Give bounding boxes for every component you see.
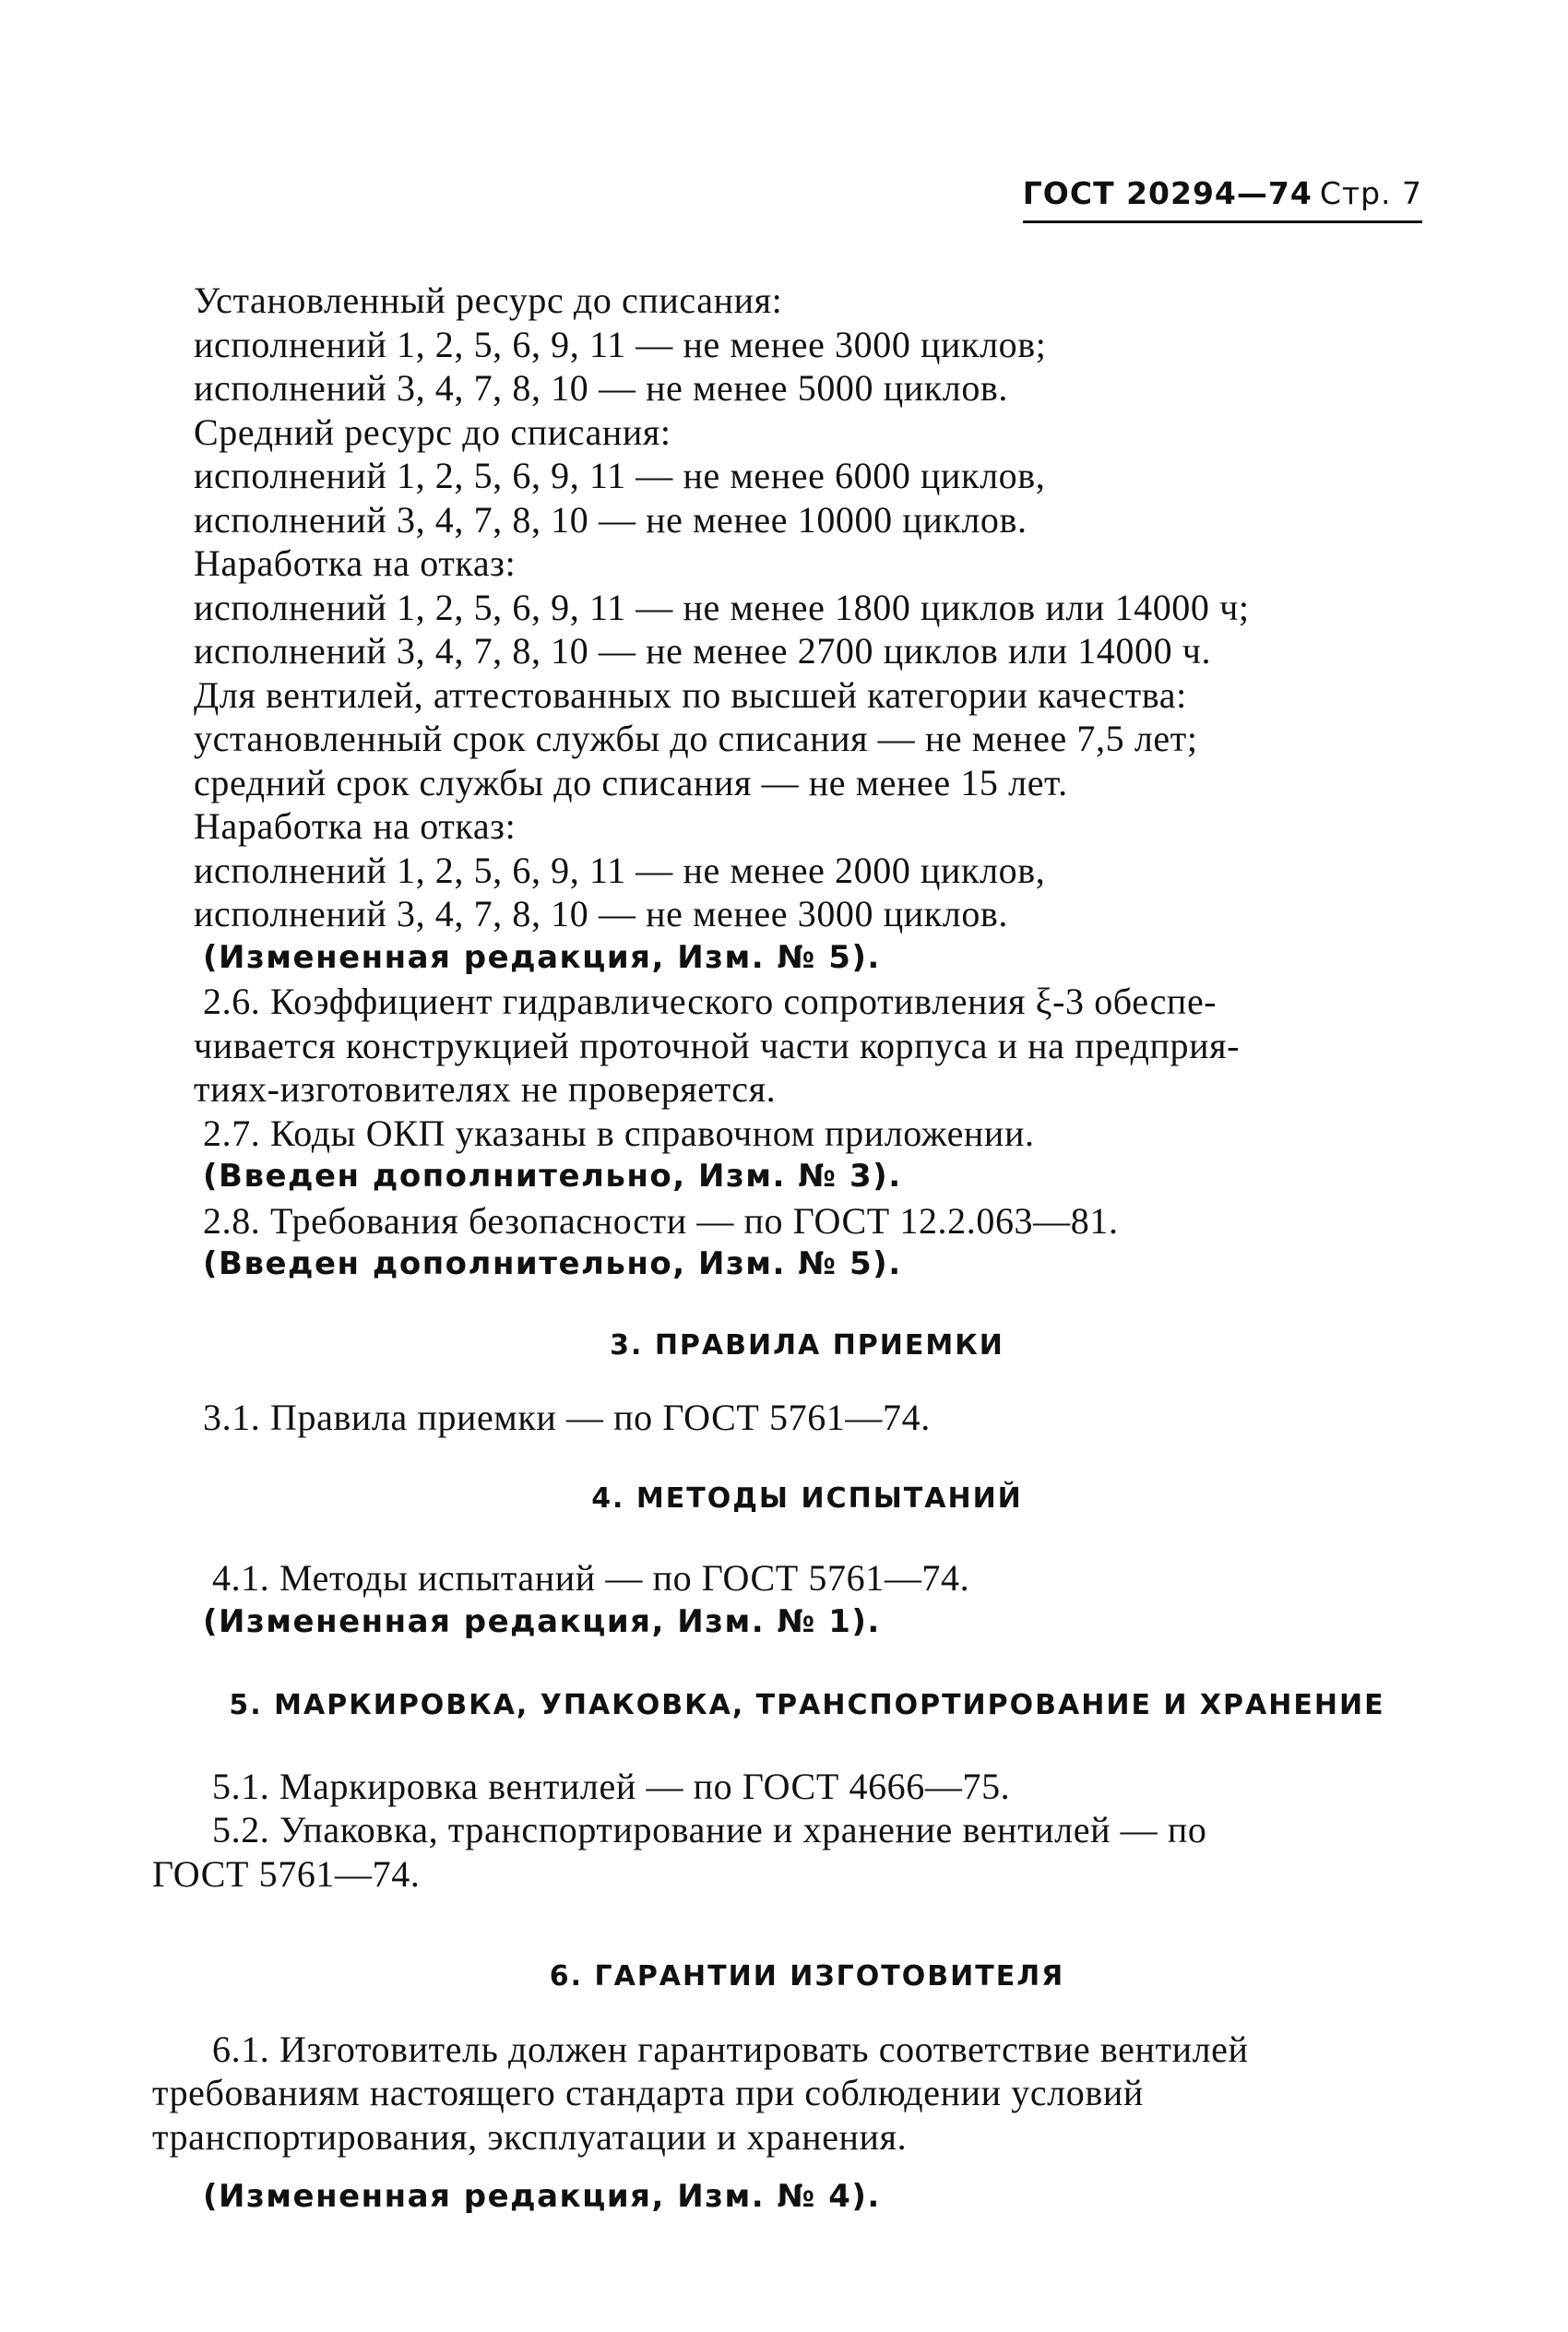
text-line: Средний ресурс до списания: bbox=[194, 410, 671, 453]
text-line: Для вентилей, аттестованных по высшей категории качества: bbox=[194, 673, 1187, 716]
clause-4-1: 4.1. Методы испытаний — по ГОСТ 5761—74. bbox=[212, 1557, 970, 1599]
clause-6-1-line-2: требованиям настоящего стандарта при соблюдении условий bbox=[152, 2072, 1144, 2113]
text-line: исполнений 1, 2, 5, 6, 9, 11 — не менее 1800 циклов или 14000 ч; bbox=[194, 586, 1250, 628]
text-line: установленный срок службы до списания — не менее 7,5 лет; bbox=[194, 718, 1198, 759]
section-6-heading: 6. ГАРАНТИИ ИЗГОТОВИТЕЛЯ bbox=[549, 1960, 1065, 1993]
text-line: исполнений 3, 4, 7, 8, 10 — не менее 10000 циклов. bbox=[194, 498, 1028, 541]
clause-3-1: 3.1. Правила приемки — по ГОСТ 5761—74. bbox=[203, 1397, 931, 1438]
clause-6-1-line-1: 6.1. Изготовитель должен гарантировать соответствие вентилей bbox=[212, 2028, 1249, 2070]
amendment-note: (Измененная редакция, Изм. № 1). bbox=[203, 1602, 881, 1640]
text-line: Установленный ресурс до списания: bbox=[194, 280, 783, 321]
clause-5-2-line-2: ГОСТ 5761—74. bbox=[152, 1852, 421, 1895]
text-line: исполнений 1, 2, 5, 6, 9, 11 — не менее 3000 циклов; bbox=[194, 323, 1047, 365]
text-line: Наработка на отказ: bbox=[194, 542, 517, 584]
text-line: исполнений 3, 4, 7, 8, 10 — не менее 3000 циклов. bbox=[194, 893, 1009, 934]
page-number: Стр. 7 bbox=[1319, 175, 1422, 211]
clause-2-7: 2.7. Коды ОКП указаны в справочном приложении. bbox=[203, 1112, 1035, 1154]
text-line: исполнений 1, 2, 5, 6, 9, 11 — не менее 2000 циклов, bbox=[194, 849, 1046, 891]
amendment-note: (Измененная редакция, Изм. № 4). bbox=[203, 2178, 881, 2215]
amendment-note: (Измененная редакция, Изм. № 5). bbox=[203, 938, 881, 976]
amendment-note: (Введен дополнительно, Изм. № 5). bbox=[203, 1245, 902, 1282]
text-line: средний срок службы до списания — не менее 15 лет. bbox=[194, 761, 1068, 803]
clause-2-8: 2.8. Требования безопасности — по ГОСТ 12.2.063—81. bbox=[203, 1199, 1119, 1242]
clause-5-1: 5.1. Маркировка вентилей — по ГОСТ 4666—75. bbox=[212, 1765, 1011, 1807]
text-line: Наработка на отказ: bbox=[194, 805, 517, 847]
clause-6-1-line-3: транспортирования, эксплуатации и хранения. bbox=[152, 2115, 908, 2158]
section-3-heading: 3. ПРАВИЛА ПРИЕМКИ bbox=[610, 1328, 1004, 1362]
amendment-note: (Введен дополнительно, Изм. № 3). bbox=[203, 1158, 902, 1195]
clause-2-6-line-2: чивается конструкцией проточной части корпуса и на предприя- bbox=[194, 1024, 1241, 1066]
document-body bbox=[152, 279, 1420, 2219]
page-header bbox=[1023, 175, 1422, 223]
section-5-heading: 5. МАРКИРОВКА, УПАКОВКА, ТРАНСПОРТИРОВАНИЕ И ХРАНЕНИЕ bbox=[229, 1689, 1385, 1721]
text-line: исполнений 1, 2, 5, 6, 9, 11 — не менее 6000 циклов, bbox=[194, 455, 1046, 496]
clause-2-6-line-3: тиях-изготовителях не проверяется. bbox=[194, 1068, 777, 1110]
clause-5-2-line-1: 5.2. Упаковка, транспортирование и хранение вентилей — по bbox=[212, 1809, 1207, 1850]
text-line: исполнений 3, 4, 7, 8, 10 — не менее 5000 циклов. bbox=[194, 367, 1009, 409]
text-line: исполнений 3, 4, 7, 8, 10 — не менее 2700 циклов или 14000 ч. bbox=[194, 630, 1212, 672]
section-4-heading: 4. МЕТОДЫ ИСПЫТАНИЙ bbox=[591, 1481, 1023, 1515]
clause-2-6-line-1: 2.6. Коэффициент гидравлического сопротивления ξ-3 обеспе- bbox=[203, 981, 1218, 1022]
standard-number: ГОСТ 20294—74 bbox=[1022, 175, 1313, 211]
